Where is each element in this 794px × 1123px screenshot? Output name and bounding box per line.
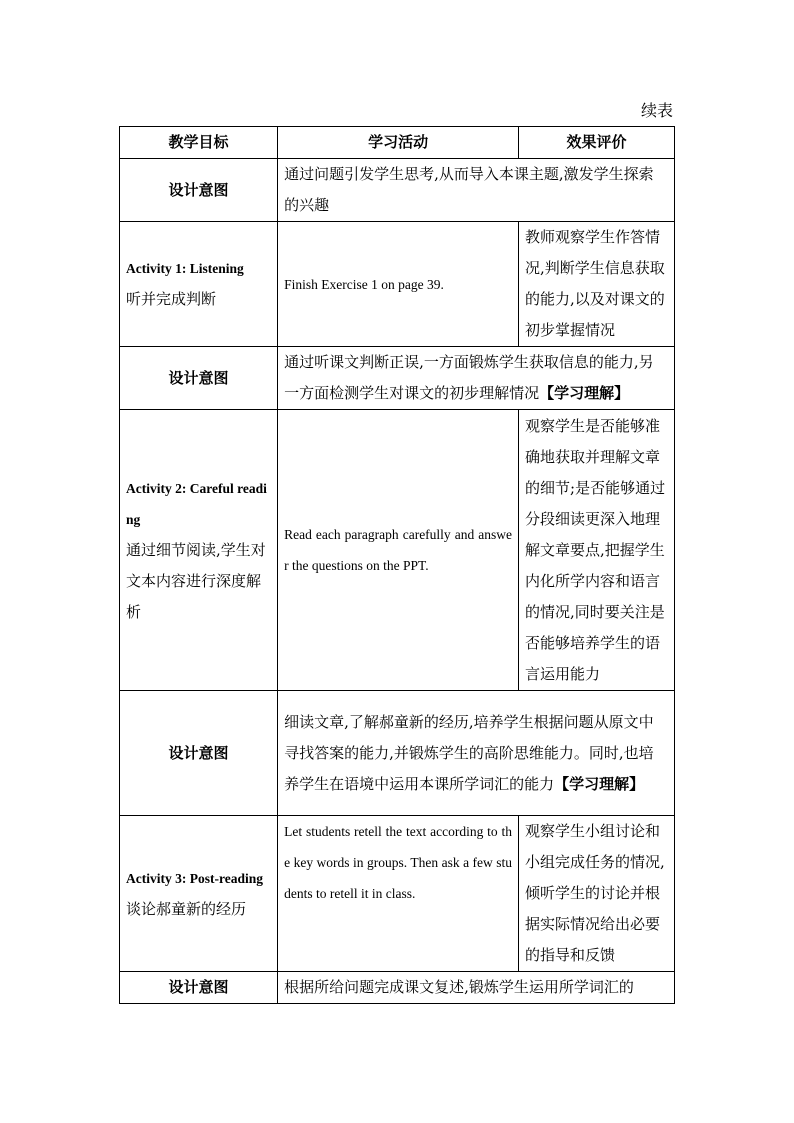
activity-title: Activity 1: Listening — [126, 261, 244, 276]
design-intent-text — [278, 347, 675, 410]
table-row — [120, 972, 675, 1004]
table-row — [120, 816, 675, 972]
design-intent-label: 设计意图 — [120, 691, 278, 816]
table-header-row — [120, 127, 675, 159]
continued-label: 续表 — [640, 101, 673, 120]
design-intent-label: 设计意图 — [120, 159, 278, 222]
design-intent-label: 设计意图 — [120, 347, 278, 410]
activity-evaluation-cell: 教师观察学生作答情况,判断学生信息获取的能力,以及对课文的初步掌握情况 — [519, 222, 675, 347]
header-learning-activity: 学习活动 — [278, 127, 519, 159]
activity-title: Activity 3: Post-reading — [126, 870, 263, 886]
activity-objective-cell — [120, 222, 278, 347]
design-intent-text — [278, 159, 675, 222]
design-intent-label: 设计意图 — [120, 972, 278, 1004]
activity-task-cell: Finish Exercise 1 on page 39. — [278, 222, 519, 347]
activity-objective-cell — [120, 410, 278, 691]
table-row — [120, 222, 675, 347]
header-teaching-objective: 教学目标 — [120, 127, 278, 159]
activity-evaluation-cell: 观察学生是否能够准确地获取并理解文章的细节;是否能够通过分段细读更深入地理解文章要点,把握学生内化所学内容和语言的情况,同时要关注是否能够培养学生的语言运用能力 — [519, 410, 675, 691]
header-effect-evaluation: 效果评价 — [519, 127, 675, 159]
table-row — [120, 691, 675, 816]
lesson-plan-table — [119, 126, 675, 1004]
activity-evaluation-cell: 观察学生小组讨论和小组完成任务的情况,倾听学生的讨论并根据实际情况给出必要的指导和反馈 — [519, 816, 675, 972]
table-row — [120, 410, 675, 691]
design-intent-body: 通过问题引发学生思考,从而导入本课主题,激发学生探索的兴趣 — [284, 165, 654, 214]
design-intent-text — [278, 691, 675, 816]
design-intent-body: 细读文章,了解郝童新的经历,培养学生根据问题从原文中寻找答案的能力,并锻炼学生的高阶思维能力。同时,也培养学生在语境中运用本课所学词汇的能力 — [284, 712, 654, 793]
activity-task-cell: Read each paragraph carefully and answer the questions on the PPT. — [278, 410, 519, 691]
activity-description: 谈论郝童新的经历 — [126, 899, 247, 918]
design-intent-body: 通过听课文判断正误,一方面锻炼学生获取信息的能力,另一方面检测学生对课文的初步理解情况 — [284, 353, 654, 402]
design-intent-tag: 【学习理解】 — [554, 774, 645, 793]
design-intent-tag: 【学习理解】 — [539, 384, 630, 402]
table-row — [120, 347, 675, 410]
activity-title: Activity 2: Careful reading — [126, 480, 267, 527]
activity-description: 听并完成判断 — [126, 290, 217, 308]
activity-objective-cell — [120, 816, 278, 972]
design-intent-text — [278, 972, 675, 1004]
design-intent-body: 根据所给问题完成课文复述,锻炼学生运用所学词汇的 — [284, 978, 634, 996]
activity-description: 通过细节阅读,学生对文本内容进行深度解析 — [126, 540, 266, 621]
table-row — [120, 159, 675, 222]
activity-task-cell: Let students retell the text according to the key words in groups. Then ask a few students to retell it in class. — [278, 816, 519, 972]
